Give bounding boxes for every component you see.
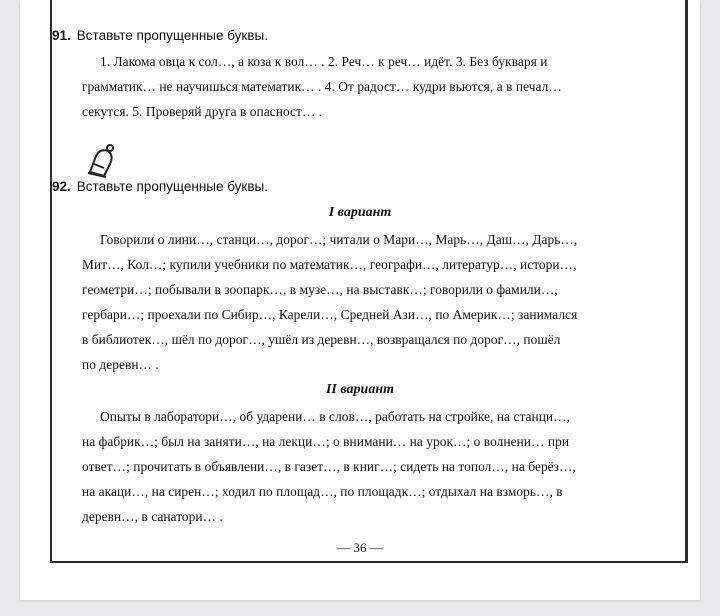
variant-2-line: Опыты в лаборатори…, об ударени… в слов…, работать на стройке, на станци…, xyxy=(100,409,570,424)
variant-1-line: в библиотек…, шёл по дорог…, ушёл из деревн…, возвращался по дорог…, пошёл xyxy=(82,332,561,347)
exercise-91-heading xyxy=(52,28,268,43)
variant-1-line: Говорили о лини…, станци…, дорог…; читали о Мари…, Марь…, Даш…, Дарь…, xyxy=(100,232,578,247)
exercise-91-number: 91. xyxy=(52,28,71,43)
exercise-92-instruction: Вставьте пропущенные буквы. xyxy=(76,179,268,194)
variant-2-line: на фабрик…; был на заняти…, на лекци…; о внимани… на урок…; о волнени… при xyxy=(82,434,570,449)
variant-2-line: деревн…, в санатори… . xyxy=(82,509,223,524)
bell-icon xyxy=(80,142,120,178)
page-border-right xyxy=(685,0,688,563)
variant-2-line: на акаци…, на сирен…; ходил по площад…, по площадк…; отдыхал на взморь…, в xyxy=(82,484,563,499)
exercise-92-number: 92. xyxy=(52,179,71,194)
variant-2-title: II вариант xyxy=(325,382,394,397)
exercise-92-heading xyxy=(52,179,268,194)
variant-2-line: ответ…; прочитать в объявлени…, в газет…, в книг…; сидеть на топол…, на берёз…, xyxy=(82,459,576,474)
variant-1-line: Мит…, Кол…; купили учебники по математик…, географи…, литератур…, истори…, xyxy=(82,257,577,272)
textbook-page xyxy=(20,0,700,600)
variant-1-line: гербари…; проехали по Сибир…, Карели…, Средней Ази…, по Америк…; занимался xyxy=(82,307,578,322)
exercise-91-instruction: Вставьте пропущенные буквы. xyxy=(76,28,268,43)
exercise-91-line-3: секутся. 5. Проверяй друга в опасност… . xyxy=(82,104,323,119)
variant-1-line: геометри…; побывали в зоопарк…, в музе…, на выставк…; говорили о фамили…, xyxy=(82,282,558,297)
exercise-91-line-1: 1. Лакома овца к сол…, а коза к вол… . 2. Реч… к реч… идёт. 3. Без букваря и xyxy=(100,54,548,69)
page-number: — 36 — xyxy=(337,540,383,555)
page-border-left xyxy=(50,0,52,562)
variant-1-title: I вариант xyxy=(328,205,392,220)
exercise-91-line-2: грамматик… не научишься математик… . 4. От радост… кудри вьются, а в печал… xyxy=(82,79,562,94)
variant-1-line: по деревн… . xyxy=(82,357,159,372)
page-border-bottom xyxy=(50,561,688,563)
